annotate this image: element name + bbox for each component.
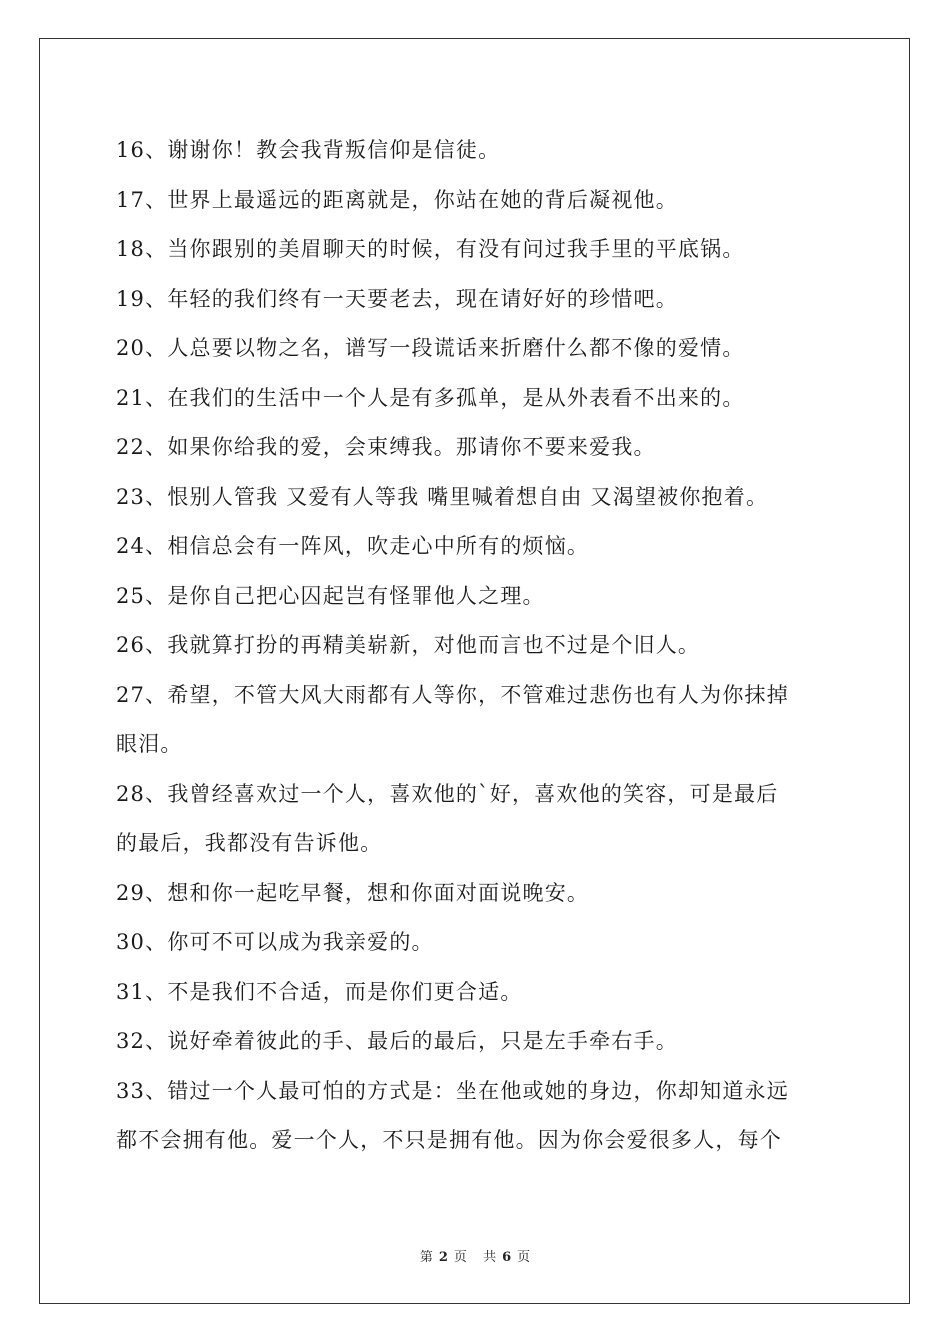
text-line: 20、人总要以物之名，谱写一段谎话来折磨什么都不像的爱情。 [116, 336, 745, 360]
text-line: 17、世界上最遥远的距离就是，你站在她的背后凝视他。 [116, 187, 678, 212]
page-footer [0, 1246, 950, 1265]
text-line: 30、你可不可以成为我亲爱的。 [116, 930, 434, 954]
text-line: 31、不是我们不合适，而是你们更合适。 [116, 979, 523, 1004]
text-line: 16、谢谢你！教会我背叛信仰是信徒。 [116, 138, 501, 162]
total-pages: 6 [502, 1250, 512, 1265]
document-body [116, 126, 836, 1166]
text-line: 的最后，我都没有告诉他。 [116, 831, 383, 855]
text-line: 25、是你自己把心囚起岂有怪罪他人之理。 [116, 583, 545, 608]
text-line: 32、说好牵着彼此的手、最后的最后，只是左手牵右手。 [116, 1029, 678, 1053]
page-indicator: 第 2 页 [419, 1250, 467, 1265]
text-line: 21、在我们的生活中一个人是有多孤单，是从外表看不出来的。 [116, 385, 745, 410]
text-line: 22、如果你给我的爱，会束缚我。那请你不要来爱我。 [116, 435, 656, 459]
text-line: 18、当你跟别的美眉聊天的时候，有没有问过我手里的平底锅。 [116, 237, 745, 261]
total-pages-indicator: 共 6 页 [483, 1250, 531, 1265]
text-line: 都不会拥有他。爱一个人，不只是拥有他。因为你会爱很多人，每个 [116, 1128, 782, 1152]
text-line: 26、我就算打扮的再精美崭新，对他而言也不过是个旧人。 [116, 633, 701, 657]
text-line: 29、想和你一起吃早餐，想和你面对面说晚安。 [116, 880, 590, 905]
text-line: 19、年轻的我们终有一天要老去，现在请好好的珍惜吧。 [116, 286, 678, 311]
page-number: 2 [438, 1250, 448, 1265]
text-line: 23、恨别人管我 又爱有人等我 嘴里喊着想自由 又渴望被你抱着。 [116, 484, 769, 509]
text-line: 33、错过一个人最可怕的方式是：坐在他或她的身边，你却知道永远 [116, 1078, 789, 1103]
text-line: 28、我曾经喜欢过一个人，喜欢他的`好，喜欢他的笑容，可是最后 [116, 781, 779, 806]
text-line: 眼泪。 [116, 732, 183, 756]
text-line: 24、相信总会有一阵风，吹走心中所有的烦恼。 [116, 534, 590, 558]
text-line: 27、希望，不管大风大雨都有人等你，不管难过悲伤也有人为你抹掉 [116, 682, 789, 707]
